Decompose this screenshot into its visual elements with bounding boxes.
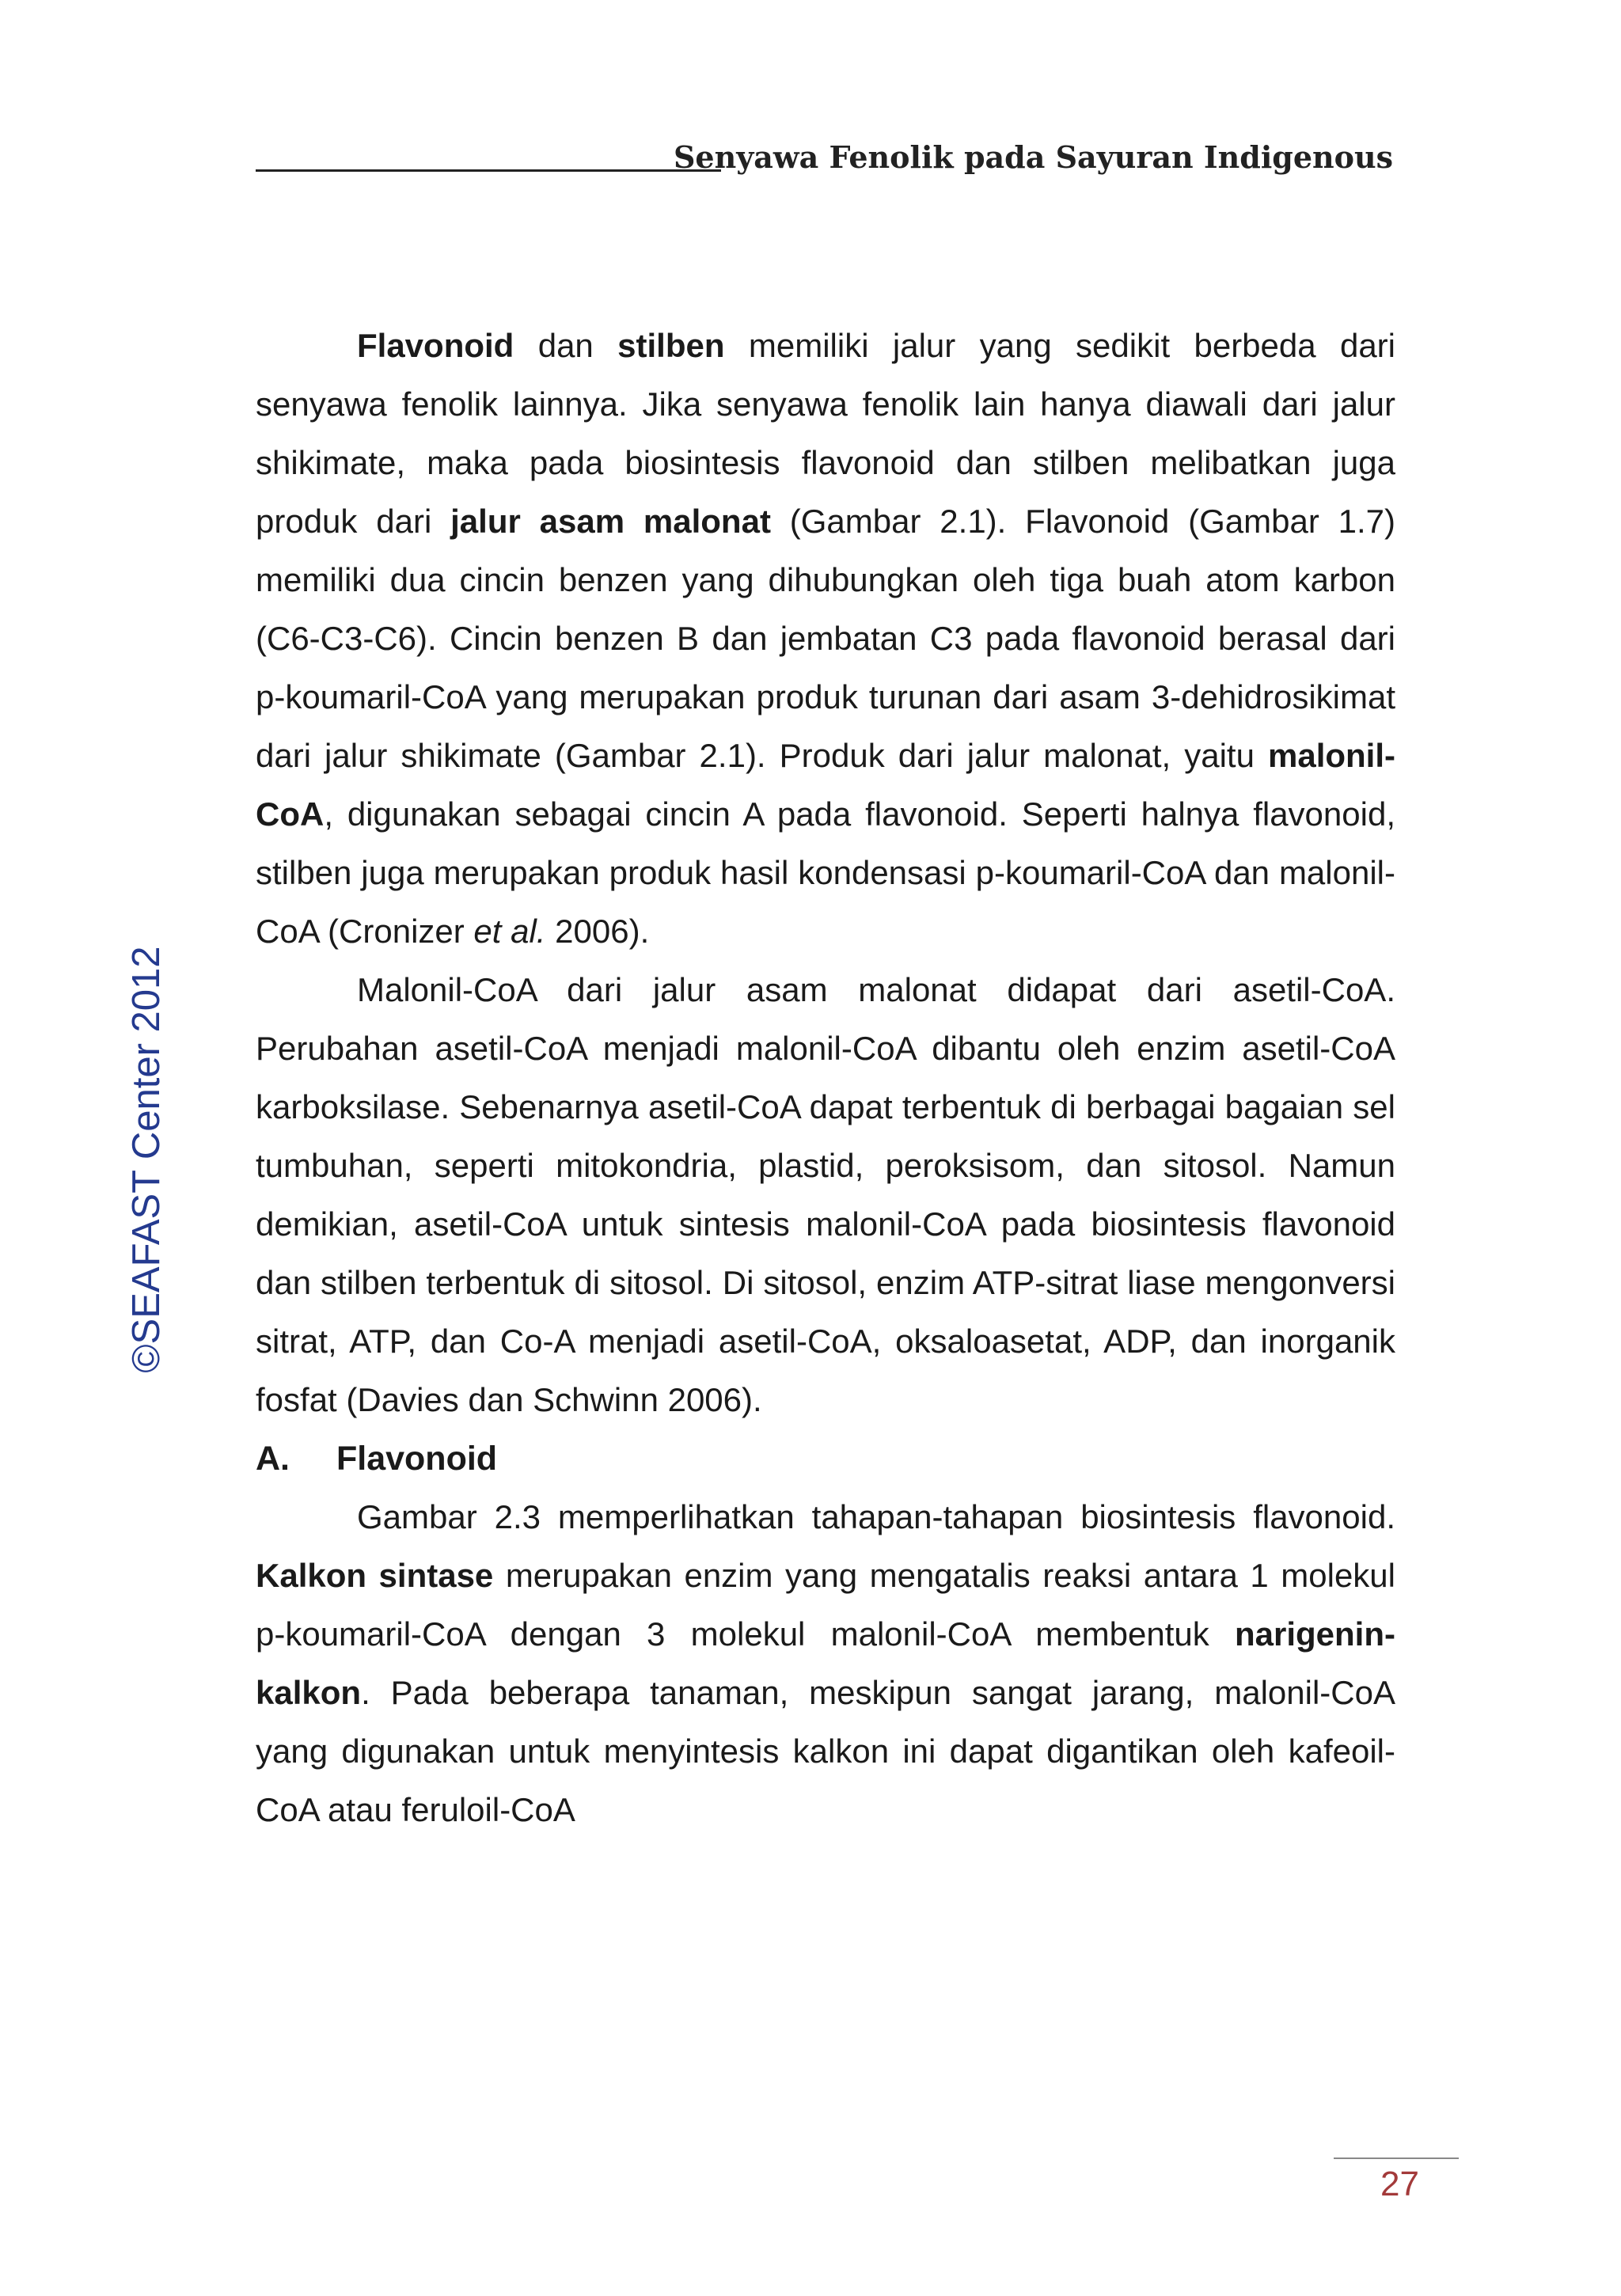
term-narigenin-kalkon: narigenin-kalkon <box>256 1615 1395 1711</box>
text-span: 2006). <box>545 913 650 950</box>
paragraph-2: Malonil-CoA dari jalur asam malonat didapat dari asetil-CoA. Perubahan asetil-CoA menjadi malonil-CoA dibantu oleh enzim asetil-CoA karboksilase. Sebenarnya asetil-CoA dapat terbentuk di berbagai bagaian sel tumbuhan, seperti mitokondria, plastid, peroksisom, dan sitosol. Namun demikian, asetil-CoA untuk sintesis malonil-CoA pada biosintesis flavonoid dan stilben terbentuk di sitosol. Di sitosol, enzim ATP-sitrat liase mengonversi sitrat, ATP, dan Co-A menjadi asetil-CoA, oksaloasetat, ADP, dan inorganik fosfat (Davies dan Schwinn 2006). <box>256 971 1395 1418</box>
term-malonil-coa: malonil-CoA <box>256 737 1395 833</box>
term-stilben: stilben <box>617 327 725 364</box>
paragraph-3 <box>256 1488 1395 1839</box>
page-number: 27 <box>1380 2165 1419 2203</box>
paragraph-1 <box>256 317 1395 961</box>
citation-et-al: et al. <box>473 913 546 950</box>
section-heading <box>256 1429 1395 1488</box>
header-title: Senyawa Fenolik pada Sayuran Indigenous <box>673 139 1393 175</box>
term-flavonoid: Flavonoid <box>357 327 514 364</box>
text-span: merupakan enzim yang mengatalis reaksi antara 1 molekul p-koumaril-CoA dengan 3 molekul malonil-CoA membentuk <box>256 1557 1395 1653</box>
header-rule <box>256 169 721 172</box>
text-span: (Gambar 2.1). Flavonoid (Gambar 1.7) memiliki dua cincin benzen yang dihubungkan oleh tiga buah atom karbon (C6-C3-C6). Cincin benzen B dan jembatan C3 pada flavonoid berasal dari p-koumaril-CoA yang merupakan produk turunan dari asam 3-dehidrosikimat dari jalur shikimate (Gambar 2.1). Produk dari jalur malonat, yaitu <box>256 503 1396 774</box>
text-span: dan <box>514 327 618 364</box>
body-text <box>256 317 1395 1839</box>
text-span: Gambar 2.3 memperlihatkan tahapan-tahapan biosintesis flavonoid. <box>357 1498 1395 1535</box>
text-span: memiliki jalur yang sedikit berbeda dari senyawa fenolik lainnya. Jika senyawa fenolik lain hanya diawali dari jalur shikimate, maka pada biosintesis flavonoid dan stilben melibatkan juga produk dari <box>256 327 1396 540</box>
term-kalkon-sintase: Kalkon sintase <box>256 1557 494 1594</box>
text-span: . Pada beberapa tanaman, meskipun sangat jarang, malonil-CoA yang digunakan untuk menyintesis kalkon ini dapat digantikan oleh kafeoil-CoA atau feruloil-CoA <box>256 1674 1395 1828</box>
term-jalur-asam-malonat: jalur asam malonat <box>450 503 771 540</box>
section-title: Flavonoid <box>336 1440 498 1478</box>
running-header <box>256 131 1393 178</box>
footer-rule <box>1334 2157 1459 2159</box>
copyright-watermark: ©SEAFAST Center 2012 <box>125 946 168 1373</box>
text-span: , digunakan sebagai cincin A pada flavonoid. Seperti halnya flavonoid, stilben juga merupakan produk hasil kondensasi p-koumaril-CoA dan malonil-CoA (Cronizer <box>256 795 1395 950</box>
section-letter: A. <box>256 1440 290 1478</box>
